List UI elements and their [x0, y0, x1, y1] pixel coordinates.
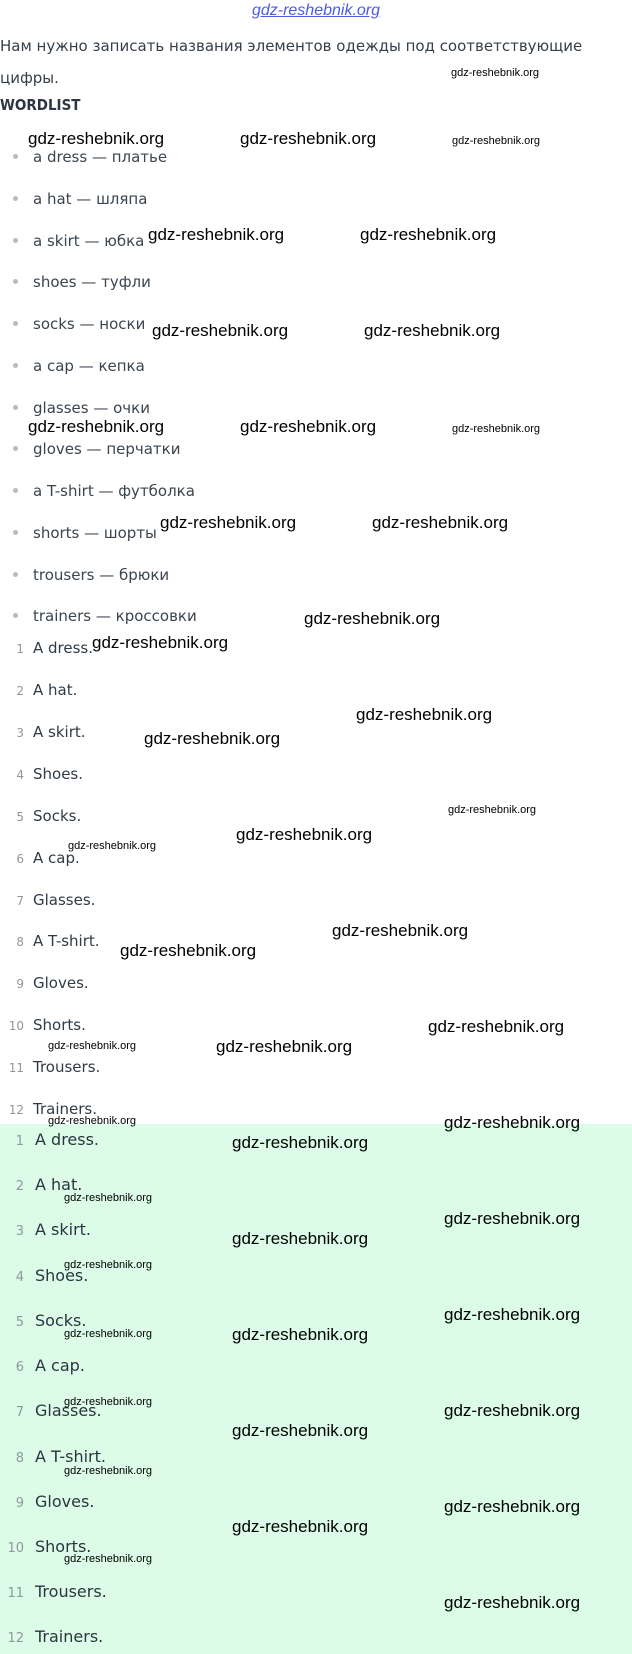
answer-text: Trousers. — [35, 1582, 107, 1601]
wordlist-item-text: a T-shirt — футболка — [33, 482, 195, 500]
answer-text: Shorts. — [35, 1537, 92, 1556]
wordlist-item-text: socks — носки — [33, 315, 146, 333]
watermark: gdz-reshebnik.org — [64, 1465, 153, 1477]
answer-number: 5 — [16, 810, 24, 824]
wordlist-item — [13, 605, 197, 627]
answer-number: 11 — [7, 1586, 24, 1601]
watermark: gdz-reshebnik.org — [148, 225, 285, 244]
watermark: gdz-reshebnik.org — [452, 135, 541, 147]
watermark: gdz-reshebnik.org — [48, 1040, 137, 1052]
watermark: gdz-reshebnik.org — [356, 705, 493, 724]
bullet-icon — [13, 572, 18, 577]
watermark: gdz-reshebnik.org — [152, 321, 289, 340]
answer-number: 2 — [15, 1179, 24, 1194]
answer-text: Shoes. — [33, 765, 84, 783]
answer-item — [0, 637, 93, 659]
watermark: gdz-reshebnik.org — [28, 129, 165, 148]
watermark: gdz-reshebnik.org — [448, 804, 537, 816]
watermark: gdz-reshebnik.org — [232, 1229, 369, 1248]
answer-text: Trainers. — [35, 1627, 104, 1646]
watermark: gdz-reshebnik.org — [232, 1133, 369, 1152]
watermark: gdz-reshebnik.org — [444, 1305, 581, 1324]
wordlist-item — [13, 480, 195, 502]
bullet-icon — [13, 613, 18, 618]
watermark: gdz-reshebnik.org — [444, 1401, 581, 1420]
watermark: gdz-reshebnik.org — [372, 513, 509, 532]
answer-text: Shorts. — [33, 1016, 86, 1034]
bullet-icon — [13, 363, 18, 368]
intro-text: Нам нужно записать названия элементов одежды под соответствующие цифры. — [0, 37, 583, 87]
wordlist-item-text: shorts — шорты — [33, 524, 157, 542]
wordlist-item — [13, 438, 180, 460]
wordlist-item — [13, 313, 145, 335]
answer-number: 3 — [15, 1224, 24, 1239]
answer-number: 1 — [15, 1134, 24, 1149]
answer-text: Socks. — [35, 1311, 87, 1330]
answer-text: Trousers. — [33, 1058, 101, 1076]
watermark: gdz-reshebnik.org — [64, 1259, 153, 1271]
answer-number: 5 — [15, 1315, 24, 1330]
bullet-icon — [13, 405, 18, 410]
watermark: gdz-reshebnik.org — [64, 1328, 153, 1340]
answer-item — [0, 763, 83, 785]
watermark: gdz-reshebnik.org — [68, 840, 157, 852]
answer-item — [0, 805, 81, 827]
watermark: gdz-reshebnik.org — [451, 67, 540, 79]
watermark: gdz-reshebnik.org — [64, 1553, 153, 1565]
bullet-icon — [13, 279, 18, 284]
answer-text: Gloves. — [33, 974, 89, 992]
wordlist-item — [13, 355, 145, 377]
wordlist-item-text: a cap — кепка — [33, 357, 145, 375]
answer-text: Glasses. — [33, 891, 96, 909]
site-header-link[interactable]: gdz-reshebnik.org — [251, 2, 381, 19]
wordlist-item-text: gloves — перчатки — [33, 440, 181, 458]
panel-answer-item — [0, 1219, 91, 1241]
watermark: gdz-reshebnik.org — [240, 129, 377, 148]
wordlist-title: WORDLIST — [0, 96, 81, 114]
watermark: gdz-reshebnik.org — [444, 1497, 581, 1516]
answer-text: A skirt. — [33, 723, 86, 741]
wordlist-item — [13, 271, 151, 293]
watermark: gdz-reshebnik.org — [240, 417, 377, 436]
wordlist-item-text: shoes — туфли — [33, 273, 151, 291]
answer-text: Trainers. — [33, 1100, 97, 1118]
watermark: gdz-reshebnik.org — [216, 1037, 353, 1056]
panel-answer-item — [0, 1626, 103, 1648]
bullet-icon — [13, 321, 18, 326]
bullet-icon — [13, 530, 18, 535]
watermark: gdz-reshebnik.org — [120, 941, 257, 960]
watermark: gdz-reshebnik.org — [452, 423, 541, 435]
watermark: gdz-reshebnik.org — [48, 1115, 137, 1127]
watermark: gdz-reshebnik.org — [144, 729, 281, 748]
answer-text: Glasses. — [35, 1401, 102, 1420]
answer-item — [0, 1056, 100, 1078]
wordlist-item — [13, 188, 147, 210]
answer-number: 10 — [7, 1541, 24, 1556]
watermark: gdz-reshebnik.org — [232, 1517, 369, 1536]
panel-answer-item — [0, 1581, 107, 1603]
answer-number: 6 — [16, 852, 24, 866]
answer-number: 11 — [8, 1061, 24, 1075]
wordlist-item — [13, 564, 169, 586]
wordlist-item-text: a skirt — юбка — [33, 232, 145, 250]
answer-text: A cap. — [33, 849, 80, 867]
bullet-icon — [13, 154, 18, 159]
answer-number: 12 — [8, 1103, 24, 1117]
answer-number: 4 — [16, 768, 24, 782]
wordlist-item-text: a hat — шляпа — [33, 190, 148, 208]
answer-number: 12 — [7, 1631, 24, 1646]
wordlist-item — [13, 522, 157, 544]
watermark: gdz-reshebnik.org — [232, 1421, 369, 1440]
answer-number: 10 — [8, 1019, 24, 1033]
bullet-icon — [13, 196, 18, 201]
answer-number: 7 — [15, 1405, 24, 1420]
answer-number: 9 — [15, 1496, 24, 1511]
answer-number: 8 — [16, 935, 24, 949]
panel-answer-item — [0, 1491, 94, 1513]
watermark: gdz-reshebnik.org — [64, 1396, 153, 1408]
bullet-icon — [13, 238, 18, 243]
answer-item — [0, 930, 100, 952]
answer-text: Socks. — [33, 807, 82, 825]
answer-number: 3 — [16, 726, 24, 740]
bullet-icon — [13, 446, 18, 451]
answer-number: 7 — [16, 894, 24, 908]
watermark: gdz-reshebnik.org — [444, 1593, 581, 1612]
wordlist-item-text: trainers — кроссовки — [33, 607, 197, 625]
answer-item — [0, 721, 86, 743]
watermark: gdz-reshebnik.org — [232, 1325, 369, 1344]
watermark: gdz-reshebnik.org — [332, 921, 469, 940]
watermark: gdz-reshebnik.org — [28, 417, 165, 436]
watermark: gdz-reshebnik.org — [64, 1192, 153, 1204]
answer-number: 2 — [16, 684, 24, 698]
wordlist-item-text: a dress — платье — [33, 148, 168, 166]
watermark: gdz-reshebnik.org — [444, 1209, 581, 1228]
watermark: gdz-reshebnik.org — [364, 321, 501, 340]
wordlist-item — [13, 146, 167, 168]
wordlist-item-text: glasses — очки — [33, 399, 150, 417]
answer-item — [0, 1014, 86, 1036]
answer-text: A dress. — [35, 1130, 100, 1149]
answer-item — [0, 889, 95, 911]
wordlist-item-text: trousers — брюки — [33, 566, 170, 584]
watermark: gdz-reshebnik.org — [92, 633, 229, 652]
answer-text: A hat. — [33, 681, 78, 699]
watermark: gdz-reshebnik.org — [444, 1113, 581, 1132]
panel-answer-item — [0, 1129, 99, 1151]
answer-item — [0, 679, 77, 701]
wordlist-item — [13, 397, 150, 419]
answer-text: A T-shirt. — [35, 1447, 106, 1466]
bullet-icon — [13, 488, 18, 493]
answer-number: 8 — [15, 1451, 24, 1466]
wordlist-item — [13, 230, 144, 252]
answer-number: 9 — [16, 977, 24, 991]
watermark: gdz-reshebnik.org — [428, 1017, 565, 1036]
answer-text: A T-shirt. — [33, 932, 100, 950]
answer-text: A dress. — [33, 639, 94, 657]
answer-number: 1 — [16, 642, 24, 656]
answer-text: Shoes. — [35, 1266, 89, 1285]
answer-number: 6 — [15, 1360, 24, 1375]
answer-number: 4 — [15, 1270, 24, 1285]
answer-text: A hat. — [35, 1175, 83, 1194]
answer-text: A skirt. — [35, 1220, 92, 1239]
panel-answer-item — [0, 1355, 85, 1377]
watermark: gdz-reshebnik.org — [236, 825, 373, 844]
answer-text: Gloves. — [35, 1492, 95, 1511]
watermark: gdz-reshebnik.org — [360, 225, 497, 244]
watermark: gdz-reshebnik.org — [160, 513, 297, 532]
watermark: gdz-reshebnik.org — [304, 609, 441, 628]
answer-item — [0, 972, 89, 994]
answer-text: A cap. — [35, 1356, 85, 1375]
